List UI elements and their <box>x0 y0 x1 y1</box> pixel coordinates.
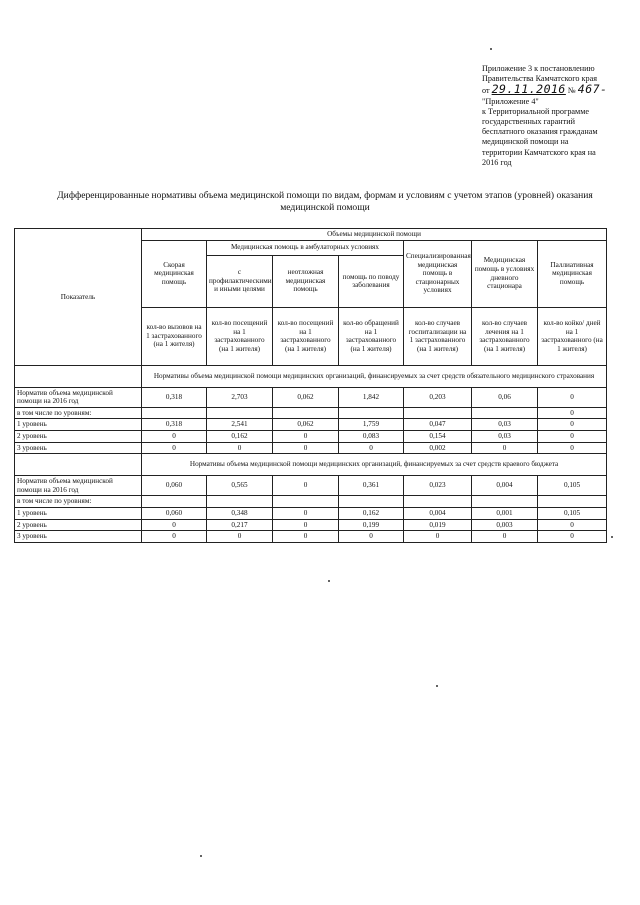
handwritten-date: 29.11.2016 <box>491 82 566 97</box>
scan-speck <box>436 685 438 687</box>
row-label: 1 уровень <box>15 419 142 431</box>
appendix-line-7: медицинской помощи на <box>482 137 569 147</box>
indicator-header: Показатель <box>15 229 142 366</box>
row-label: 2 уровень <box>15 430 142 442</box>
col-header-specialized: Специализированная медицинская помощь в стационарных условиях <box>404 240 472 307</box>
value-cell <box>339 496 404 508</box>
value-cell <box>142 407 207 419</box>
value-cell: 0 <box>142 442 207 454</box>
value-cell: 0,060 <box>142 507 207 519</box>
value-cell <box>538 496 607 508</box>
value-cell: 0,105 <box>538 476 607 496</box>
row-label: 3 уровень <box>15 531 142 543</box>
appendix-line-4: к Территориальной программе <box>482 106 590 116</box>
value-cell: 0 <box>142 531 207 543</box>
empty-cell <box>15 365 142 387</box>
value-cell: 0,03 <box>472 419 538 431</box>
scan-speck <box>328 580 330 582</box>
col-header-urgent: неотложная медицинская помощь <box>273 255 339 307</box>
value-cell: 0,060 <box>142 476 207 496</box>
value-cell: 0 <box>273 476 339 496</box>
value-cell <box>472 496 538 508</box>
unit-cell: кол-во случаев лечения на 1 застрахованного (на 1 жителя) <box>472 307 538 365</box>
appendix-line-9: 2016 год <box>482 157 512 167</box>
value-cell: 0 <box>207 531 273 543</box>
value-cell: 0 <box>273 430 339 442</box>
value-cell: 0,062 <box>273 387 339 407</box>
col-header-prophylactic: с профилактическими и иными целями <box>207 255 273 307</box>
value-cell: 2,541 <box>207 419 273 431</box>
value-cell: 0,001 <box>472 507 538 519</box>
value-cell: 0,203 <box>404 387 472 407</box>
value-cell: 0,06 <box>472 387 538 407</box>
value-cell: 0 <box>273 519 339 531</box>
value-cell: 0 <box>339 442 404 454</box>
unit-cell: кол-во обращений на 1 застрахованного (на 1 жителя) <box>339 307 404 365</box>
value-cell: 0,083 <box>339 430 404 442</box>
value-cell <box>404 407 472 419</box>
value-cell: 0 <box>538 519 607 531</box>
value-cell: 0,361 <box>339 476 404 496</box>
value-cell: 0,318 <box>142 419 207 431</box>
value-cell: 0 <box>538 419 607 431</box>
col-header-day-hospital: Медицинская помощь в условиях дневного стационара <box>472 240 538 307</box>
value-cell: 0,199 <box>339 519 404 531</box>
row-label: 3 уровень <box>15 442 142 454</box>
number-prefix: № <box>567 86 576 96</box>
unit-cell: кол-во случаев госпитализации на 1 застрахованного (на 1 жителя) <box>404 307 472 365</box>
value-cell: 0,565 <box>207 476 273 496</box>
value-cell: 0 <box>538 442 607 454</box>
value-cell: 0,03 <box>472 430 538 442</box>
value-cell <box>472 407 538 419</box>
value-cell: 0 <box>142 430 207 442</box>
value-cell: 0,002 <box>404 442 472 454</box>
row-label: Норматив объема медицинской помощи на 2016 год <box>15 476 142 496</box>
value-cell: 0 <box>538 407 607 419</box>
value-cell <box>404 496 472 508</box>
value-cell: 0 <box>404 531 472 543</box>
appendix-line-6: бесплатного оказания гражданам <box>482 127 598 137</box>
document-title: Дифференцированные нормативы объема медицинской помощи по видам, формам и условиям с учетом этапов (уровней) оказания медицинской помощи <box>57 190 593 213</box>
scan-speck <box>200 855 202 857</box>
appendix-line-8: территории Камчатского края на <box>482 147 596 157</box>
appendix-block <box>482 64 632 168</box>
value-cell: 0,062 <box>273 419 339 431</box>
value-cell: 0,217 <box>207 519 273 531</box>
scan-speck <box>611 536 613 538</box>
value-cell: 0 <box>207 442 273 454</box>
empty-cell <box>15 454 142 476</box>
value-cell <box>207 407 273 419</box>
value-cell: 0,162 <box>207 430 273 442</box>
value-cell: 1,759 <box>339 419 404 431</box>
volumes-header: Объемы медицинской помощи <box>142 229 607 241</box>
col-header-emergency: Скорая медицинская помощь <box>142 240 207 307</box>
value-cell <box>142 496 207 508</box>
appendix-line-3: "Приложение 4" <box>482 96 539 106</box>
value-cell: 0 <box>472 531 538 543</box>
row-label: в том числе по уровням: <box>15 496 142 508</box>
value-cell: 0,019 <box>404 519 472 531</box>
value-cell: 0,047 <box>404 419 472 431</box>
appendix-line-5: государственных гарантий <box>482 117 575 127</box>
value-cell: 2,703 <box>207 387 273 407</box>
scan-speck <box>490 48 492 50</box>
unit-cell: кол-во койко/ дней на 1 застрахованного (на 1 жителя) <box>538 307 607 365</box>
value-cell: 0 <box>538 387 607 407</box>
value-cell: 0,004 <box>472 476 538 496</box>
value-cell <box>339 407 404 419</box>
appendix-date-line <box>482 84 632 96</box>
date-prefix: от <box>482 86 490 96</box>
value-cell: 0,023 <box>404 476 472 496</box>
value-cell: 0,003 <box>472 519 538 531</box>
row-label: в том числе по уровням: <box>15 407 142 419</box>
norms-table <box>14 228 607 543</box>
col-header-disease: помощь по поводу заболевания <box>339 255 404 307</box>
value-cell: 0 <box>472 442 538 454</box>
value-cell <box>273 496 339 508</box>
value-cell: 0 <box>273 442 339 454</box>
value-cell <box>273 407 339 419</box>
row-label: 2 уровень <box>15 519 142 531</box>
value-cell: 0,162 <box>339 507 404 519</box>
value-cell: 0 <box>339 531 404 543</box>
value-cell: 0,004 <box>404 507 472 519</box>
ambulatory-header: Медицинская помощь в амбулаторных условиях <box>207 240 404 255</box>
handwritten-number: 467- <box>577 82 608 97</box>
value-cell: 0 <box>273 507 339 519</box>
value-cell: 1,842 <box>339 387 404 407</box>
value-cell: 0,348 <box>207 507 273 519</box>
value-cell: 0 <box>538 531 607 543</box>
row-label: 1 уровень <box>15 507 142 519</box>
value-cell <box>207 496 273 508</box>
value-cell: 0,318 <box>142 387 207 407</box>
appendix-line-2: Правительства Камчатского края <box>482 74 598 84</box>
section-title: Нормативы объема медицинской помощи медицинских организаций, финансируемых за счет средств обязательного медицинского страхования <box>142 365 607 387</box>
value-cell: 0 <box>538 430 607 442</box>
section-title: Нормативы объема медицинской помощи медицинских организаций, финансируемых за счет средств краевого бюджета <box>142 454 607 476</box>
col-header-palliative: Паллиативная медицинская помощь <box>538 240 607 307</box>
value-cell: 0,154 <box>404 430 472 442</box>
appendix-line-1: Приложение 3 к постановлению <box>482 64 595 73</box>
unit-cell: кол-во посещений на 1 застрахованного (на 1 жителя) <box>273 307 339 365</box>
unit-cell: кол-во вызовов на 1 застрахованного (на 1 жителя) <box>142 307 207 365</box>
unit-cell: кол-во посещений на 1 застрахованного (на 1 жителя) <box>207 307 273 365</box>
value-cell: 0 <box>273 531 339 543</box>
value-cell: 0 <box>142 519 207 531</box>
value-cell: 0,105 <box>538 507 607 519</box>
row-label: Норматив объема медицинской помощи на 2016 год <box>15 387 142 407</box>
